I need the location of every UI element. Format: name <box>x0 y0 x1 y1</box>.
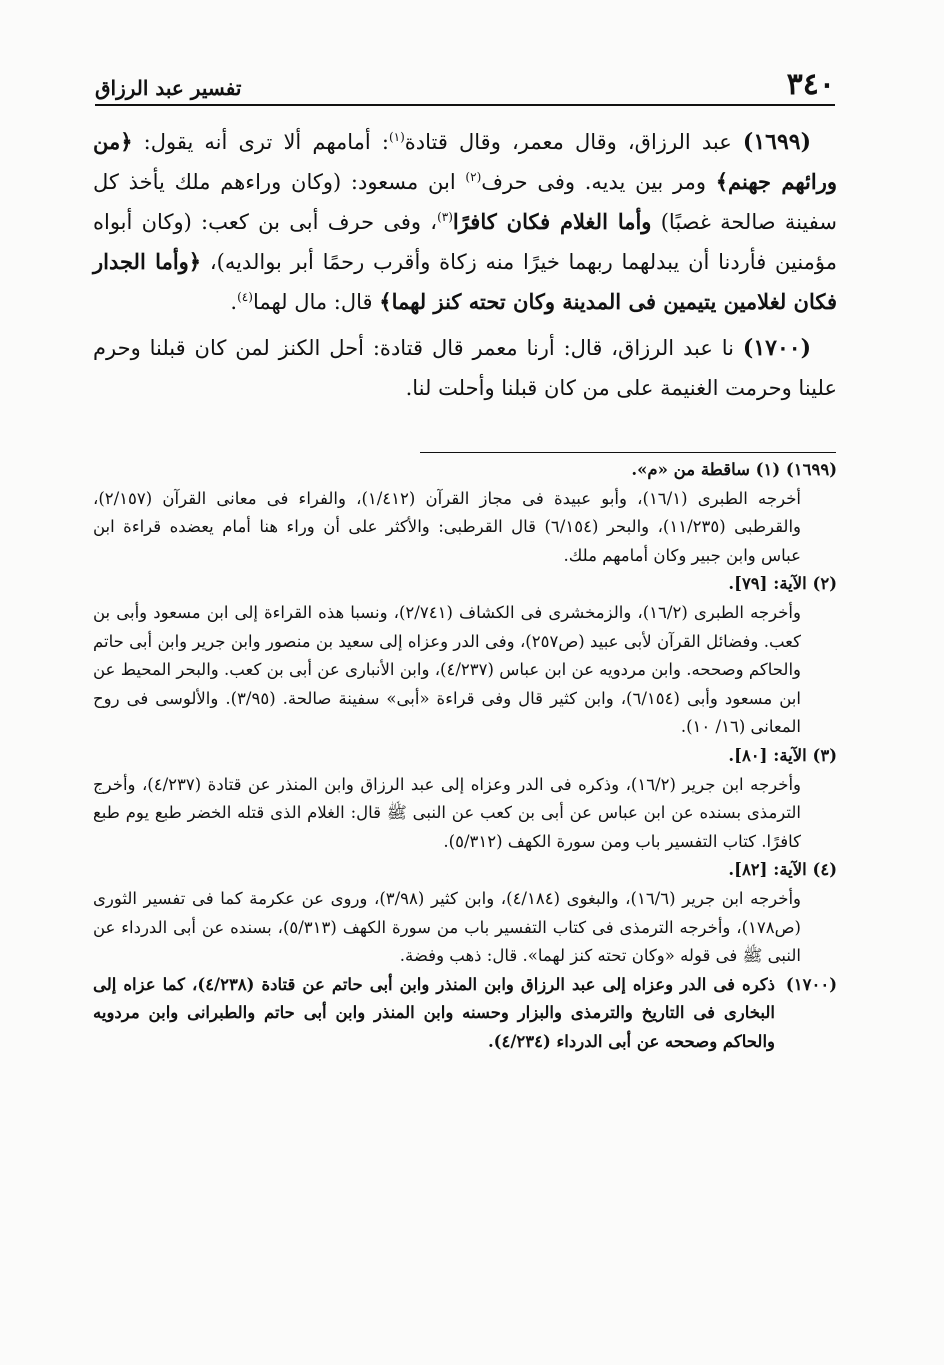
main-text <box>93 122 837 408</box>
entry-number: (١٧٠٠) <box>742 335 811 361</box>
footnote-ref: (٣) <box>437 210 453 224</box>
footnote-1700-body: ذكره فى الدر وعزاه إلى عبد الرزاق وابن المنذر وابن أبى حاتم عن قتادة (٤/٢٣٨)، كما عزاه إلى البخارى فى التاريخ والترمذى والبزار وحسنه وابن المنذر وابن أبى حاتم والطبرانى وابن مردويه والحاكم وصححه عن أبى الدرداء (٤/٢٣٤). <box>93 974 775 1051</box>
footnote-4-body: وأخرجه ابن جرير (١٦/٦)، والبغوى (٤/١٨٤)، وابن كثير (٣/٩٨)، وروى عن عكرمة كما فى تفسير الثورى (ص١٧٨)، وأخرجه الترمذى فى كتاب التفسير باب من سورة الكهف (٥/٣١٣)، بسنده عن أبى الدرداء عن النبى ﷺ فى قوله «وكان تحته كنز لهما». قال: ذهب وفضة. <box>93 888 801 966</box>
footnote-1-body: أخرجه الطبرى (١٦/١)، وأبو عبيدة فى مجاز القرآن (١/٤١٢)، والفراء فى معانى القرآن (٢/١٥٧)، والقرطبى (١١/٢٣٥)، والبحر (٦/١٥٤) قال القرطبى: والأكثر على أن وراء هنا أمام يعضده قراءة ابن عباس وابن جبير وكان أمامهم ملك. <box>93 488 801 565</box>
book-title: تفسير عبد الرزاق <box>95 76 242 100</box>
text-run: ، وفى حرف أبى بن كعب: (وكان أبواه مؤمنين فأردنا أن يبدلهما ربهما خيرًا منه زكاة وأقرب رحمًا أبر بوالديه)، <box>93 210 837 274</box>
footnote-1700-label: (١٧٠٠) <box>785 974 837 994</box>
quran-quote: وأما الغلام فكان كافرًا <box>452 209 652 234</box>
footnote-divider <box>420 452 836 453</box>
footnote-ref: (٢) <box>465 170 482 184</box>
text-run: نا عبد الرزاق، قال: أرنا معمر قال قتادة: أحل الكنز لمن كان قبلنا وحرم علينا وحرمت الغنيمة على من كان قبلنا وأحلت لنا. <box>93 336 837 400</box>
text-run: قال: مال لهما <box>252 290 380 314</box>
quran-quote: ﴿من ورائهم جهنم﴾ <box>93 129 837 194</box>
entry-1699 <box>93 122 837 322</box>
page-number: ٣٤٠ <box>786 67 835 102</box>
footnote-4-head: (٤) الآية: [٨٢]. <box>728 860 837 880</box>
footnote-ref: (٤) <box>237 290 253 304</box>
text-run: ومر بين يديه. وفى حرف <box>481 170 716 194</box>
footnote-3-head: (٣) الآية: [٨٠]. <box>728 745 837 765</box>
entry-1700 <box>93 328 837 408</box>
text-run: ابن مسعود: (وكان وراءهم ملك يأخذ كل سفينة صالحة غصبًا) <box>93 170 837 234</box>
footnote-2-body: وأخرجه الطبرى (١٦/٢)، والزمخشرى فى الكشاف (٢/٧٤١)، ونسبا هذه القراءة إلى ابن مسعود وأبى بن كعب. وفضائل القرآن لأبى عبيد (ص٢٥٧)، وفى الدر وعزاه إلى سعيد بن منصور وابن جرير وابن أبى حاتم والحاكم وصححه. وابن مردويه عن ابن عباس (٤/٢٣٧)، وابن الأنبارى عن أبى بن كعب. والبحر المحيط عن ابن مسعود وأبى (٦/١٥٤)، وابن كثير قال وفى قراءة «أبى» سفينة صالحة. (٣/٩٥). والألوسى فى روح المعانى (١٦/ ١٠). <box>93 602 802 737</box>
text-run: . <box>230 290 238 314</box>
footnote-ref: (١) <box>388 130 405 144</box>
quran-quote: ﴿وأما الجدار فكان لغلامين يتيمين فى المدينة وكان تحته كنز لهما﴾ <box>93 249 837 314</box>
page-header <box>95 58 835 106</box>
footnote-1700 <box>93 971 837 1057</box>
footnotes <box>93 456 837 1056</box>
footnote-1699-1-head: (١٦٩٩) (١) ساقطة من «م». <box>631 460 837 479</box>
footnote-2-head: (٢) الآية: [٧٩]. <box>728 574 837 594</box>
entry-number: (١٦٩٩) <box>742 129 811 155</box>
footnote-3-body: وأخرجه ابن جرير (١٦/٢)، وذكره فى الدر وعزاه إلى عبد الرزاق وابن المنذر عن قتادة (٤/٢٣٧)، وأخرج الترمذى بسنده عن ابن عباس عن أبى بن كعب عن النبى ﷺ قال: الغلام الذى قتله الخضر طبع يوم طبع كافرًا. كتاب التفسير باب ومن سورة الكهف (٥/٣١٢). <box>93 774 801 851</box>
text-run: عبد الرزاق، وقال معمر، وقال قتادة <box>404 130 732 154</box>
text-run: : أمامهم ألا ترى أنه يقول: <box>132 130 389 154</box>
